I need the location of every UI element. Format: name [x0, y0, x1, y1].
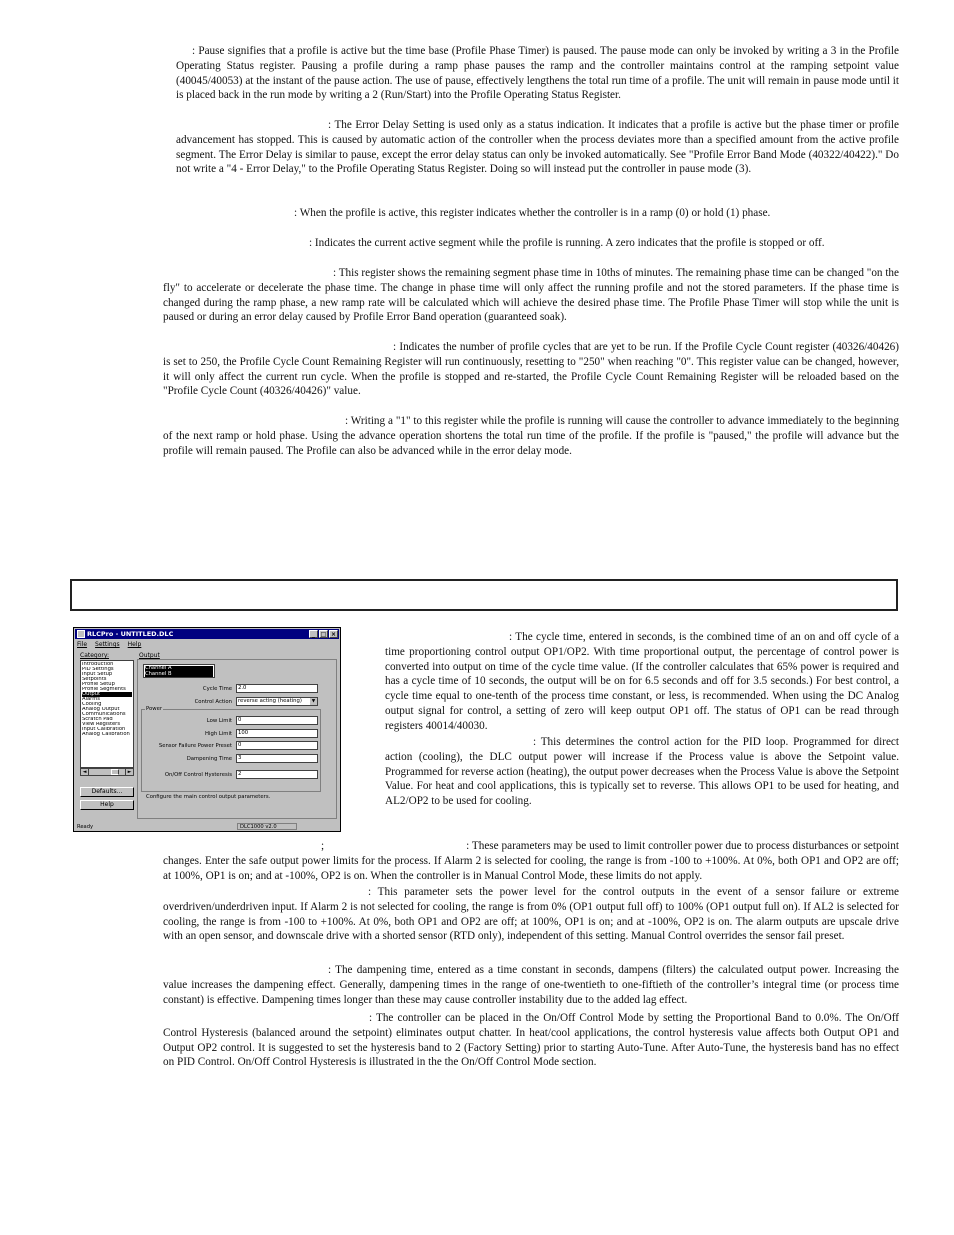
advance-paragraph: : Writing a "1" to this register while the profile is running will cause the controller to advance immediately to the beginning of the next ramp or hold phase. Using the advance operation shortens the total run time of the profile. If the profile is "paused," the profile will advance but the profile will remain paused. The Profile can also be advanced while in the error delay mode.	[163, 415, 899, 457]
low-limit-input[interactable]: 0	[236, 716, 318, 725]
hysteresis-input[interactable]: 2	[236, 770, 318, 779]
control-action-label: Control Action	[194, 699, 232, 705]
dampening-input[interactable]: 3	[236, 754, 318, 763]
high-limit-label: High Limit	[205, 731, 232, 737]
menu-settings[interactable]: Settings	[95, 641, 120, 648]
dampening-label: Dampening Time	[186, 756, 232, 762]
cycle-time-paragraph: : The cycle time, entered in seconds, is the combined time of an on and off cycle of a time proportioning control output OP1/OP2. With time proportional output, the percentage of control power is converted into output on time of the cycle time value. (If the controller calculates that 65% power is required and has a cycle time of 10 seconds, the output will be on for 6.5 seconds and off for 3.5 seconds.) For best control, a cycle time equal to one-tenth of the process time constant, or less, is recommended. When using the DC Analog output signal for control, a setting of zero will keep output OP1 off. The status of OP1 can be read through registers 40014/40030.	[385, 631, 899, 732]
category-item[interactable]: Analog Output	[82, 707, 120, 712]
help-button[interactable]: Help	[80, 800, 134, 810]
chevron-down-icon[interactable]: ▼	[311, 699, 316, 704]
hint-text: Configure the main control output parameters.	[146, 794, 271, 800]
category-item[interactable]: View Registers	[82, 722, 121, 727]
output-label: Output	[139, 652, 160, 659]
power-label: Power	[146, 706, 163, 712]
category-item[interactable]: Profile Setup	[82, 682, 115, 687]
category-item[interactable]: Alarms	[82, 697, 100, 702]
active-segment-paragraph: : Indicates the current active segment while the profile is running. A zero indicates that the profile is stopped or off.	[309, 237, 825, 249]
defaults-button[interactable]: Defaults...	[80, 787, 134, 797]
hysteresis-label: On/Off Control Hysteresis	[164, 772, 232, 778]
error-delay-paragraph: : The Error Delay Setting is used only as a status indication. It indicates that a profile is active but the phase timer or profile advancement has stopped. This is caused by automatic action of the controller when the process deviates more than a specified amount from the active profile segment. The Error Delay is similar to pause, except the error delay status can only be invoked automatically. See "Profile Error Band Mode (40322/40422)." Do not write a "4 - Error Delay," to the Profile Operating Status Register. Doing so will instead put the controller in pause mode (3).	[176, 119, 899, 176]
category-item[interactable]: Input Setup	[82, 672, 113, 677]
scroll-right-icon[interactable]: ►	[125, 769, 133, 775]
sensor-fail-paragraph: : This parameter sets the power level for the control outputs in the event of a sensor failure or extreme overdriven/underdriven input. If Alarm 2 is not selected for cooling, the range is from 0% (OP1 output full off) to 100% (OP1 output full on). If AL2 is selected for cooling, the range is from -100 to +100%. At 0%, both OP1 and OP2 are off; at 100%, OP1 is on; and at -100%, OP2 is on. The alarm outputs are upscale drive with an open sensor, and downscale drive with a shorted sensor (RTD only), independent of this setting. Manual Control overrides the sensor fail preset.	[163, 886, 899, 943]
section-header-box	[70, 579, 898, 611]
menubar	[77, 641, 141, 648]
sensor-fail-input[interactable]: 0	[236, 741, 318, 750]
ramp-hold-paragraph: : When the profile is active, this register indicates whether the controller is in a ramp (0) or hold (1) phase.	[294, 207, 771, 219]
control-action-paragraph: : This determines the control action for the PID loop. Programmed for direct action (cooling), the DLC output power will increase if the Process value is above the Setpoint value. Programmed for reverse action (heating), the output power decreases when the Process Value is above the Setpoint Value. For heat and cool applications, this is typically set to reverse. This allows OP1 to be used for heating, and AL2/OP2 to be used for cooling.	[385, 736, 899, 808]
channel-list[interactable]	[143, 664, 215, 678]
pause-paragraph: : Pause signifies that a profile is active but the time base (Profile Phase Timer) is paused. The pause mode can only be invoked by writing a 3 in the Profile Operating Status register. Pausing a profile during a ramp phase pauses the ramp and the controller maintains control at the ramping setpoint value (40045/40053) at the instant of the pause action. The use of pause, effectively lengthens the total run time of a profile. The unit will remain in pause mode until it is placed back in the run mode by writing a 2 (Run/Start) into the Profile Operating Status Register.	[176, 45, 899, 102]
menu-help[interactable]: Help	[127, 641, 142, 648]
category-item[interactable]: Cooling	[82, 702, 102, 707]
low-limit-label: Low Limit	[206, 718, 232, 724]
app-icon	[77, 630, 85, 638]
category-item[interactable]: Input Calibration	[82, 727, 126, 732]
window-title: RLCPro - UNTITLED.DLC	[87, 630, 174, 638]
scroll-thumb[interactable]	[111, 769, 119, 775]
channel-a-item[interactable]: Channel A	[145, 666, 213, 672]
category-label: Category:	[80, 652, 109, 659]
control-action-select[interactable]	[236, 697, 318, 706]
category-item[interactable]: Setpoints	[82, 677, 107, 682]
cycle-count-paragraph: : Indicates the number of profile cycles that are yet to be run. If the Profile Cycle Count register (40326/40426) is set to 250, the Profile Cycle Count Remaining Register will run continuously, resetting to "250" when reaching "0". This register value can be changed, however, it will only affect the current run cycle. When the profile is stopped and re-started, the Profile Cycle Count Remaining Register will be reloaded based on the "Profile Cycle Count (40326/40426)" value.	[163, 341, 899, 398]
phase-time-paragraph: : This register shows the remaining segment phase time in 10ths of minutes. The remaining phase time can be changed "on the fly" to accelerate or decelerate the phase time. The change in phase time will only affect the running profile and not the stored parameters. If the phase time is changed during the ramp phase, a new ramp rate will be calculated which will achieve the desired phase time. The Profile Phase Timer will stop while the unit is paused or during an error delay caused by Profile Error Band operation (guaranteed soak).	[163, 267, 899, 324]
close-button[interactable]: ×	[330, 631, 337, 638]
control-action-value: reverse acting (heating)	[238, 698, 302, 704]
minimize-button[interactable]: _	[309, 630, 318, 638]
rlcpro-window	[73, 627, 341, 832]
menu-file[interactable]: File	[77, 641, 88, 648]
limits-paragraph: ; : These parameters may be used to limit controller power due to process disturbances or setpoint changes. Enter the safe output power limits for the process. If Alarm 2 is selected for cooling, the range is from -100 to +100%. At 0%, both OP1 and OP2 are off; at 100%, OP1 is on; and at -100%, OP2 is on. When the controller is in Manual Control Mode, these limits do not apply.	[163, 840, 899, 882]
high-limit-input[interactable]: 100	[236, 729, 318, 738]
category-item[interactable]: PID Settings	[82, 667, 114, 672]
category-item[interactable]: Introduction	[82, 662, 114, 667]
category-item[interactable]: Analog Calibration	[82, 732, 130, 737]
cycle-time-input[interactable]: 2.0	[236, 684, 318, 693]
category-item[interactable]: Output	[82, 692, 132, 697]
category-item[interactable]: Communications	[82, 712, 126, 717]
status-bar	[77, 823, 337, 831]
scroll-left-icon[interactable]: ◄	[81, 769, 89, 775]
category-scrollbar[interactable]	[80, 768, 134, 776]
sensor-fail-label: Sensor Failure Power Preset	[158, 743, 232, 749]
category-item[interactable]: Scratch Pad	[82, 717, 113, 722]
limits-separator: ;	[321, 840, 325, 852]
maximize-button[interactable]: □	[320, 631, 327, 638]
category-item[interactable]: Profile Segments	[82, 687, 126, 692]
status-version: DLC1000 v2.0	[237, 823, 297, 830]
cycle-time-label: Cycle Time	[202, 686, 232, 692]
channel-b-item[interactable]: Channel B	[145, 672, 213, 678]
hysteresis-paragraph: : The controller can be placed in the On/Off Control Mode by setting the Proportional Band to 0.0%. The On/Off Control Hysteresis (balanced around the setpoint) eliminates output chatter. In heat/cool applications, the control hysteresis value affects both Output OP1 and Output OP2 control. It is suggested to set the hysteresis band to 2 (Factory Setting) prior to starting Auto-Tune. After Auto-Tune, the hysteresis band has no effect on PID Control. On/Off Control Hysteresis is illustrated in the the On/Off Control Mode section.	[163, 1012, 899, 1069]
category-list[interactable]	[80, 660, 134, 768]
dampening-paragraph: : The dampening time, entered as a time constant in seconds, dampens (filters) the calculated output power. Increasing the value increases the dampening effect. Generally, dampening times in the range of one-twentieth to one-fiftieth of the controller’s integral time (or process time constant) is effective. Dampening times longer than these may cause controller instability due to the added lag effect.	[163, 964, 899, 1006]
status-ready: Ready	[77, 824, 94, 830]
window-titlebar	[75, 629, 339, 639]
